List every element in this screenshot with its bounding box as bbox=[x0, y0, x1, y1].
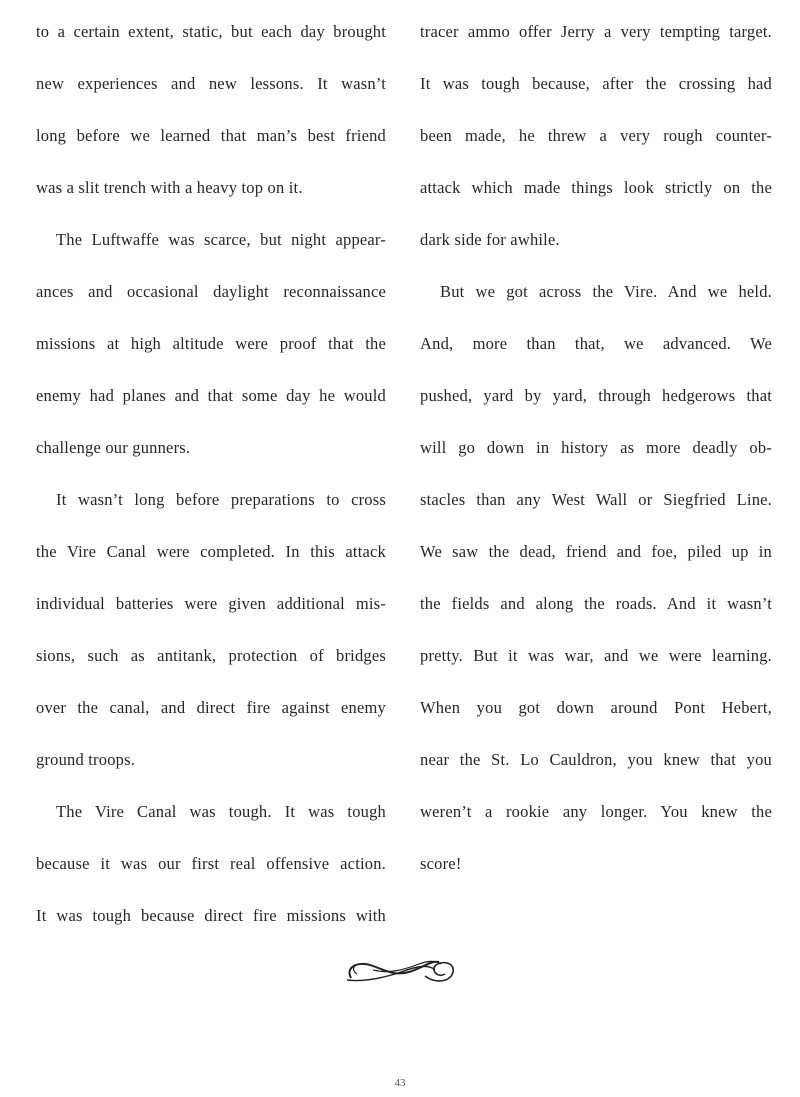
text-line: long before we learned that man’s best friend bbox=[36, 126, 386, 145]
text-line: And, more than that, we advanced. We bbox=[420, 334, 772, 353]
text-line: pretty. But it was war, and we were learning. bbox=[420, 646, 772, 665]
text-line: the Vire Canal were completed. In this attack bbox=[36, 542, 386, 561]
text-line: to a certain extent, static, but each day brought bbox=[36, 22, 386, 41]
text-line: challenge our gunners. bbox=[36, 438, 191, 457]
text-line: stacles than any West Wall or Siegfried Line. bbox=[420, 490, 772, 509]
text-line: individual batteries were given additional mis- bbox=[36, 594, 386, 613]
text-column-left bbox=[36, 6, 386, 942]
text-line: sions, such as antitank, protection of bridges bbox=[36, 646, 386, 665]
text-line: The Luftwaffe was scarce, but night appear- bbox=[56, 230, 386, 249]
text-line: attack which made things look strictly on the bbox=[420, 178, 772, 197]
text-column-right bbox=[420, 6, 772, 890]
text-line: ances and occasional daylight reconnaissance bbox=[36, 282, 386, 301]
text-line: ground troops. bbox=[36, 750, 136, 769]
text-line: tracer ammo offer Jerry a very tempting target. bbox=[420, 22, 772, 41]
text-line: will go down in history as more deadly ob- bbox=[420, 438, 772, 457]
text-line: It wasn’t long before preparations to cross bbox=[56, 490, 386, 509]
text-line: score! bbox=[420, 854, 462, 873]
text-line: dark side for awhile. bbox=[420, 230, 560, 249]
text-line: We saw the dead, friend and foe, piled up in bbox=[420, 542, 772, 561]
text-line: new experiences and new lessons. It wasn’t bbox=[36, 74, 386, 93]
text-line: been made, he threw a very rough counter- bbox=[420, 126, 772, 145]
text-line: weren’t a rookie any longer. You knew the bbox=[420, 802, 772, 821]
text-line: pushed, yard by yard, through hedgerows that bbox=[420, 386, 772, 405]
text-line: enemy had planes and that some day he would bbox=[36, 386, 386, 405]
text-line: It was tough because, after the crossing had bbox=[420, 74, 772, 93]
text-line: The Vire Canal was tough. It was tough bbox=[56, 802, 386, 821]
text-line: But we got across the Vire. And we held. bbox=[440, 282, 772, 301]
flourish-icon bbox=[343, 952, 459, 990]
text-line: because it was our first real offensive action. bbox=[36, 854, 386, 873]
text-line: the fields and along the roads. And it wasn’t bbox=[420, 594, 772, 613]
text-line: was a slit trench with a heavy top on it. bbox=[36, 178, 303, 197]
text-line: It was tough because direct fire missions with bbox=[36, 906, 386, 925]
text-line: When you got down around Pont Hebert, bbox=[420, 698, 772, 717]
page-number: 43 bbox=[394, 1077, 406, 1089]
text-line: near the St. Lo Cauldron, you knew that you bbox=[420, 750, 772, 769]
text-line: missions at high altitude were proof that the bbox=[36, 334, 386, 353]
text-line: over the canal, and direct fire against enemy bbox=[36, 698, 386, 717]
